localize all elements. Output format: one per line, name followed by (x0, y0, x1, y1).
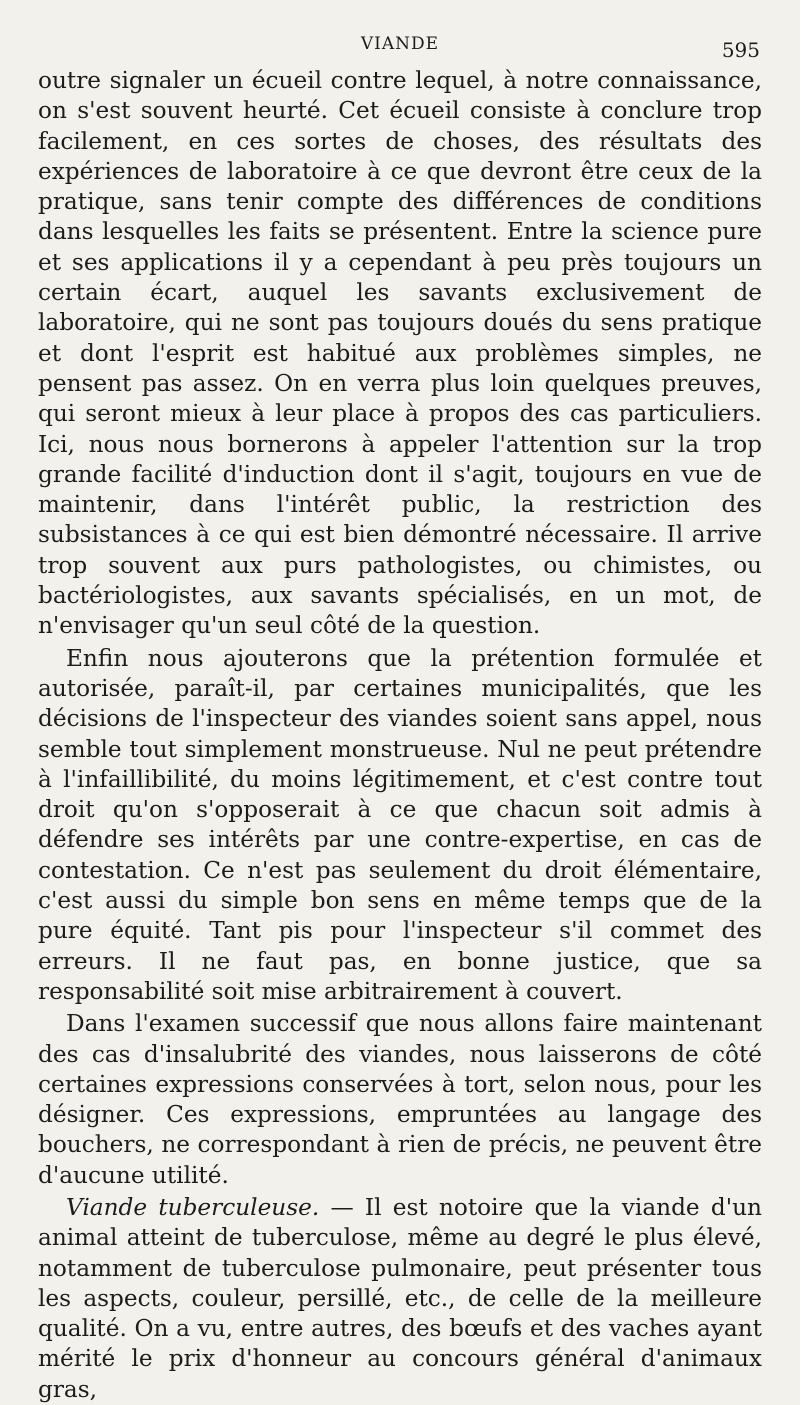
body-text (38, 66, 762, 1405)
paragraph: Dans l'examen successif que nous allons faire maintenant des cas d'insalubrité des viandes, nous laisserons de côté certaines expressions conservées à tort, selon nous, pour les désigner. Ces expressions, empruntées au langage des bouchers, ne correspondant à rien de précis, ne peuvent être d'aucune utilité. (38, 1010, 762, 1189)
page-header (0, 30, 800, 64)
paragraph (38, 1193, 762, 1405)
paragraph-text: — Il est notoire que la viande d'un animal atteint de tuberculose, même au degré le plus élevé, notamment de tuberculose pulmonaire, peut présenter tous les aspects, couleur, persillé, etc., de celle de la meilleure qualité. On a vu, entre autres, des bœufs et des vaches ayant mérité le prix d'honneur au concours général d'animaux gras, (38, 1193, 762, 1403)
paragraph: Enfin nous ajouterons que la prétention formulée et autorisée, paraît-il, par certaines municipalités, que les décisions de l'inspecteur des viandes soient sans appel, nous semble tout simplement monstrueuse. Nul ne peut prétendre à l'infaillibilité, du moins légitimement, et c'est contre tout droit qu'on s'opposerait à ce que chacun soit admis à défendre ses intérêts par une contre-expertise, en cas de contestation. Ce n'est pas seulement du droit élémentaire, c'est aussi du simple bon sens en même temps que de la pure équité. Tant pis pour l'inspecteur s'il commet des erreurs. Il ne faut pas, en bonne justice, que sa responsabilité soit mise arbitrairement à couvert. (38, 644, 762, 1005)
running-title: VIANDE (360, 34, 440, 54)
paragraph: outre signaler un écueil contre lequel, à notre connaissance, on s'est souvent heurté. Cet écueil consiste à conclure trop facilement, en ces sortes de choses, des résultats des expériences de laboratoire à ce que devront être ceux de la pratique, sans tenir compte des différences de conditions dans lesquelles les faits se présentent. Entre la science pure et ses applications il y a cependant à peu près toujours un certain écart, auquel les savants exclusivement de laboratoire, qui ne sont pas toujours doués du sens pratique et dont l'esprit est habitué aux problèmes simples, ne pensent pas assez. On en verra plus loin quelques preuves, qui seront mieux à leur place à propos des cas particuliers. Ici, nous nous bornerons à appeler l'attention sur la trop grande facilité d'induction dont il s'agit, toujours en vue de maintenir, dans l'intérêt public, la restriction des subsistances à ce qui est bien démontré nécessaire. Il arrive trop souvent aux purs pathologistes, ou chimistes, ou bactériologistes, aux savants spécialisés, en un mot, de n'envisager qu'un seul côté de la question. (38, 67, 762, 640)
section-heading: Viande tuberculeuse. (66, 1193, 320, 1221)
page-number: 595 (721, 38, 760, 62)
